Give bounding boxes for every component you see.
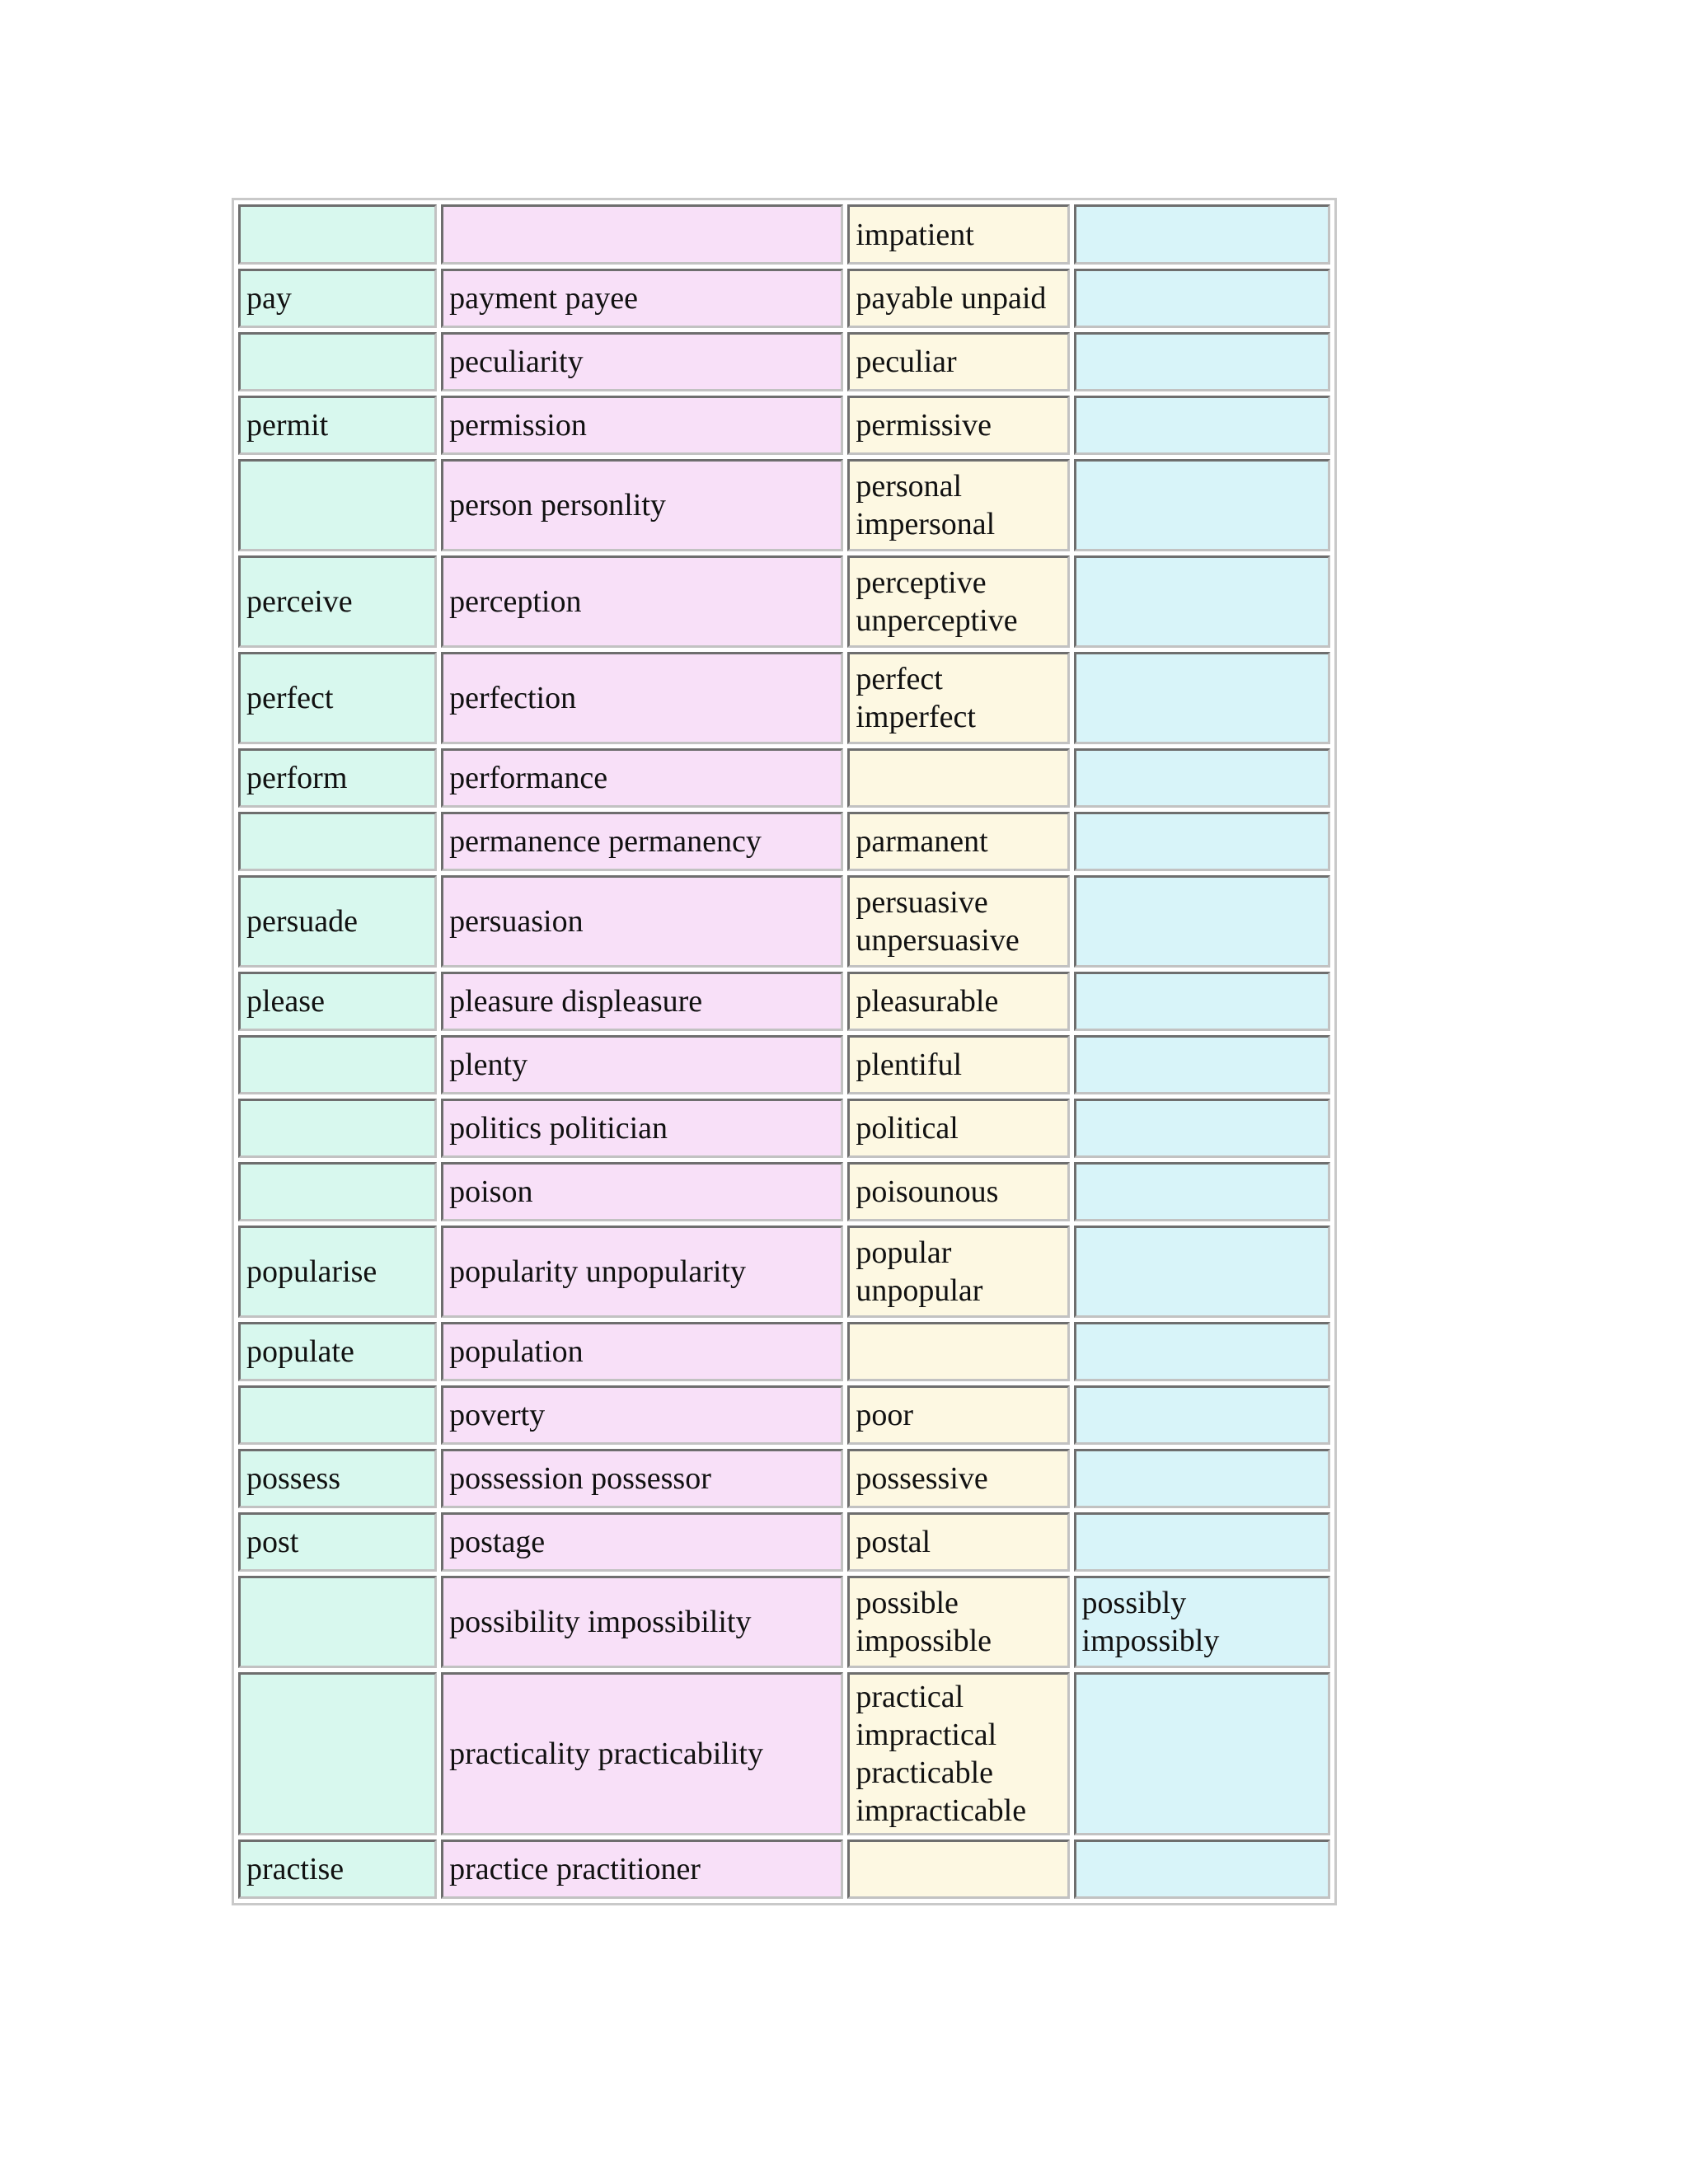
table-row bbox=[238, 1385, 1330, 1445]
adjective-cell-text: persuasive unpersuasive bbox=[856, 885, 1020, 958]
adjective-cell-text: peculiar bbox=[856, 344, 957, 379]
adjective-cell-text: possible impossible bbox=[856, 1586, 992, 1658]
verb-cell-text: perform bbox=[246, 761, 348, 795]
noun-cell-text: perception bbox=[449, 584, 582, 619]
noun-cell bbox=[441, 1672, 843, 1835]
adjective-cell-text: poisounous bbox=[856, 1174, 999, 1209]
verb-cell-text: post bbox=[246, 1525, 299, 1559]
table-row bbox=[238, 1512, 1330, 1572]
verb-cell-text: possess bbox=[246, 1461, 341, 1496]
word-forms-table-body bbox=[238, 204, 1330, 1899]
adjective-cell bbox=[847, 1035, 1069, 1094]
adjective-cell-text: parmanent bbox=[856, 824, 988, 859]
adjective-cell-text: permissive bbox=[856, 408, 992, 443]
adjective-cell bbox=[847, 204, 1069, 265]
verb-cell-text: perceive bbox=[246, 584, 353, 619]
table-row bbox=[238, 1322, 1330, 1381]
adjective-cell-text: payable unpaid bbox=[856, 281, 1047, 316]
verb-cell bbox=[238, 812, 437, 871]
verb-cell bbox=[238, 875, 437, 968]
adverb-cell bbox=[1074, 396, 1330, 455]
noun-cell bbox=[441, 332, 843, 391]
noun-cell-text: poison bbox=[449, 1174, 533, 1209]
noun-cell-text: practice practitioner bbox=[449, 1852, 701, 1886]
table-row bbox=[238, 1099, 1330, 1158]
table-row bbox=[238, 1672, 1330, 1835]
adjective-cell bbox=[847, 875, 1069, 968]
verb-cell bbox=[238, 1512, 437, 1572]
adverb-cell bbox=[1074, 812, 1330, 871]
noun-cell bbox=[441, 396, 843, 455]
table-row bbox=[238, 1576, 1330, 1668]
noun-cell-text: possession possessor bbox=[449, 1461, 711, 1496]
verb-cell bbox=[238, 555, 437, 648]
verb-cell bbox=[238, 459, 437, 551]
noun-cell-text: practicality practicability bbox=[449, 1736, 763, 1771]
noun-cell-text: postage bbox=[449, 1525, 546, 1559]
table-row bbox=[238, 204, 1330, 265]
noun-cell bbox=[441, 1385, 843, 1445]
table-row bbox=[238, 972, 1330, 1031]
verb-cell bbox=[238, 1449, 437, 1508]
verb-cell-text: populate bbox=[246, 1334, 354, 1369]
verb-cell bbox=[238, 748, 437, 808]
noun-cell bbox=[441, 555, 843, 648]
noun-cell bbox=[441, 812, 843, 871]
table-row bbox=[238, 1162, 1330, 1221]
table-row bbox=[238, 1449, 1330, 1508]
adverb-cell bbox=[1074, 1449, 1330, 1508]
noun-cell bbox=[441, 1162, 843, 1221]
adjective-cell-text: possessive bbox=[856, 1461, 988, 1496]
noun-cell bbox=[441, 748, 843, 808]
adverb-cell bbox=[1074, 1322, 1330, 1381]
adjective-cell-text: plentiful bbox=[856, 1047, 963, 1082]
adjective-cell-text: perfect imperfect bbox=[856, 662, 976, 734]
adjective-cell-text: practical impractical practicable impracticable bbox=[856, 1680, 1027, 1828]
noun-cell-text: persuasion bbox=[449, 904, 584, 939]
verb-cell-text: persuade bbox=[246, 904, 359, 939]
verb-cell-text: popularise bbox=[246, 1254, 377, 1289]
noun-cell-text: perfection bbox=[449, 681, 577, 715]
noun-cell bbox=[441, 459, 843, 551]
word-forms-table bbox=[232, 198, 1337, 1905]
noun-cell bbox=[441, 269, 843, 328]
verb-cell bbox=[238, 972, 437, 1031]
noun-cell bbox=[441, 875, 843, 968]
adjective-cell-text: postal bbox=[856, 1525, 931, 1559]
adverb-cell bbox=[1074, 875, 1330, 968]
adjective-cell bbox=[847, 269, 1069, 328]
adjective-cell bbox=[847, 652, 1069, 744]
noun-cell bbox=[441, 1840, 843, 1899]
adjective-cell bbox=[847, 1840, 1069, 1899]
adverb-cell bbox=[1074, 332, 1330, 391]
noun-cell-text: permanence permanency bbox=[449, 824, 762, 859]
noun-cell-text: performance bbox=[449, 761, 608, 795]
verb-cell bbox=[238, 1035, 437, 1094]
verb-cell-text: pay bbox=[246, 281, 292, 316]
table-row bbox=[238, 269, 1330, 328]
noun-cell-text: peculiarity bbox=[449, 344, 584, 379]
verb-cell bbox=[238, 1840, 437, 1899]
adjective-cell bbox=[847, 812, 1069, 871]
table-row bbox=[238, 1035, 1330, 1094]
noun-cell-text: person personlity bbox=[449, 488, 666, 523]
noun-cell-text: population bbox=[449, 1334, 584, 1369]
adverb-cell bbox=[1074, 1385, 1330, 1445]
verb-cell-text: practise bbox=[246, 1852, 345, 1886]
adjective-cell bbox=[847, 1099, 1069, 1158]
adverb-cell bbox=[1074, 972, 1330, 1031]
noun-cell bbox=[441, 1322, 843, 1381]
adverb-cell bbox=[1074, 1099, 1330, 1158]
verb-cell bbox=[238, 1099, 437, 1158]
noun-cell-text: payment payee bbox=[449, 281, 639, 316]
verb-cell-text: perfect bbox=[246, 681, 334, 715]
noun-cell-text: plenty bbox=[449, 1047, 528, 1082]
adverb-cell bbox=[1074, 555, 1330, 648]
adjective-cell-text: popular unpopular bbox=[856, 1235, 983, 1308]
adverb-cell bbox=[1074, 1512, 1330, 1572]
adjective-cell-text: poor bbox=[856, 1398, 913, 1432]
adjective-cell bbox=[847, 1576, 1069, 1668]
verb-cell bbox=[238, 396, 437, 455]
noun-cell bbox=[441, 1576, 843, 1668]
verb-cell bbox=[238, 652, 437, 744]
adjective-cell bbox=[847, 1162, 1069, 1221]
adjective-cell-text: personal impersonal bbox=[856, 469, 996, 541]
table-row bbox=[238, 332, 1330, 391]
table-row bbox=[238, 812, 1330, 871]
adjective-cell-text: pleasurable bbox=[856, 984, 999, 1019]
adjective-cell bbox=[847, 1512, 1069, 1572]
adjective-cell bbox=[847, 748, 1069, 808]
adverb-cell bbox=[1074, 269, 1330, 328]
adjective-cell bbox=[847, 555, 1069, 648]
adjective-cell bbox=[847, 459, 1069, 551]
verb-cell-text: please bbox=[246, 984, 325, 1019]
verb-cell bbox=[238, 269, 437, 328]
table-row bbox=[238, 748, 1330, 808]
adverb-cell-text: possibly impossibly bbox=[1081, 1586, 1220, 1658]
adjective-cell-text: perceptive unperceptive bbox=[856, 565, 1018, 638]
adjective-cell-text: impatient bbox=[856, 217, 974, 252]
adjective-cell bbox=[847, 396, 1069, 455]
adverb-cell bbox=[1074, 1162, 1330, 1221]
noun-cell bbox=[441, 1099, 843, 1158]
table-row bbox=[238, 1840, 1330, 1899]
noun-cell bbox=[441, 1226, 843, 1318]
verb-cell bbox=[238, 1162, 437, 1221]
table-row bbox=[238, 652, 1330, 744]
noun-cell bbox=[441, 1449, 843, 1508]
adverb-cell bbox=[1074, 748, 1330, 808]
noun-cell bbox=[441, 1035, 843, 1094]
adverb-cell bbox=[1074, 204, 1330, 265]
noun-cell bbox=[441, 1512, 843, 1572]
adverb-cell bbox=[1074, 652, 1330, 744]
adverb-cell bbox=[1074, 1672, 1330, 1835]
verb-cell-text: permit bbox=[246, 408, 329, 443]
verb-cell bbox=[238, 332, 437, 391]
adjective-cell bbox=[847, 1385, 1069, 1445]
noun-cell bbox=[441, 652, 843, 744]
noun-cell-text: possibility impossibility bbox=[449, 1605, 752, 1639]
adjective-cell-text: political bbox=[856, 1111, 959, 1146]
noun-cell bbox=[441, 972, 843, 1031]
adjective-cell bbox=[847, 972, 1069, 1031]
adjective-cell bbox=[847, 1322, 1069, 1381]
table-row bbox=[238, 875, 1330, 968]
adjective-cell bbox=[847, 332, 1069, 391]
table-row bbox=[238, 396, 1330, 455]
table-row bbox=[238, 1226, 1330, 1318]
verb-cell bbox=[238, 1385, 437, 1445]
noun-cell bbox=[441, 204, 843, 265]
adjective-cell bbox=[847, 1226, 1069, 1318]
adverb-cell bbox=[1074, 1576, 1330, 1668]
table-row bbox=[238, 459, 1330, 551]
verb-cell bbox=[238, 1322, 437, 1381]
adverb-cell bbox=[1074, 1035, 1330, 1094]
verb-cell bbox=[238, 204, 437, 265]
table-row bbox=[238, 555, 1330, 648]
verb-cell bbox=[238, 1226, 437, 1318]
adjective-cell bbox=[847, 1672, 1069, 1835]
adjective-cell bbox=[847, 1449, 1069, 1508]
adverb-cell bbox=[1074, 1226, 1330, 1318]
noun-cell-text: pleasure displeasure bbox=[449, 984, 703, 1019]
verb-cell bbox=[238, 1576, 437, 1668]
verb-cell bbox=[238, 1672, 437, 1835]
noun-cell-text: popularity unpopularity bbox=[449, 1254, 746, 1289]
adverb-cell bbox=[1074, 1840, 1330, 1899]
noun-cell-text: poverty bbox=[449, 1398, 546, 1432]
adverb-cell bbox=[1074, 459, 1330, 551]
noun-cell-text: permission bbox=[449, 408, 587, 443]
noun-cell-text: politics politician bbox=[449, 1111, 668, 1146]
